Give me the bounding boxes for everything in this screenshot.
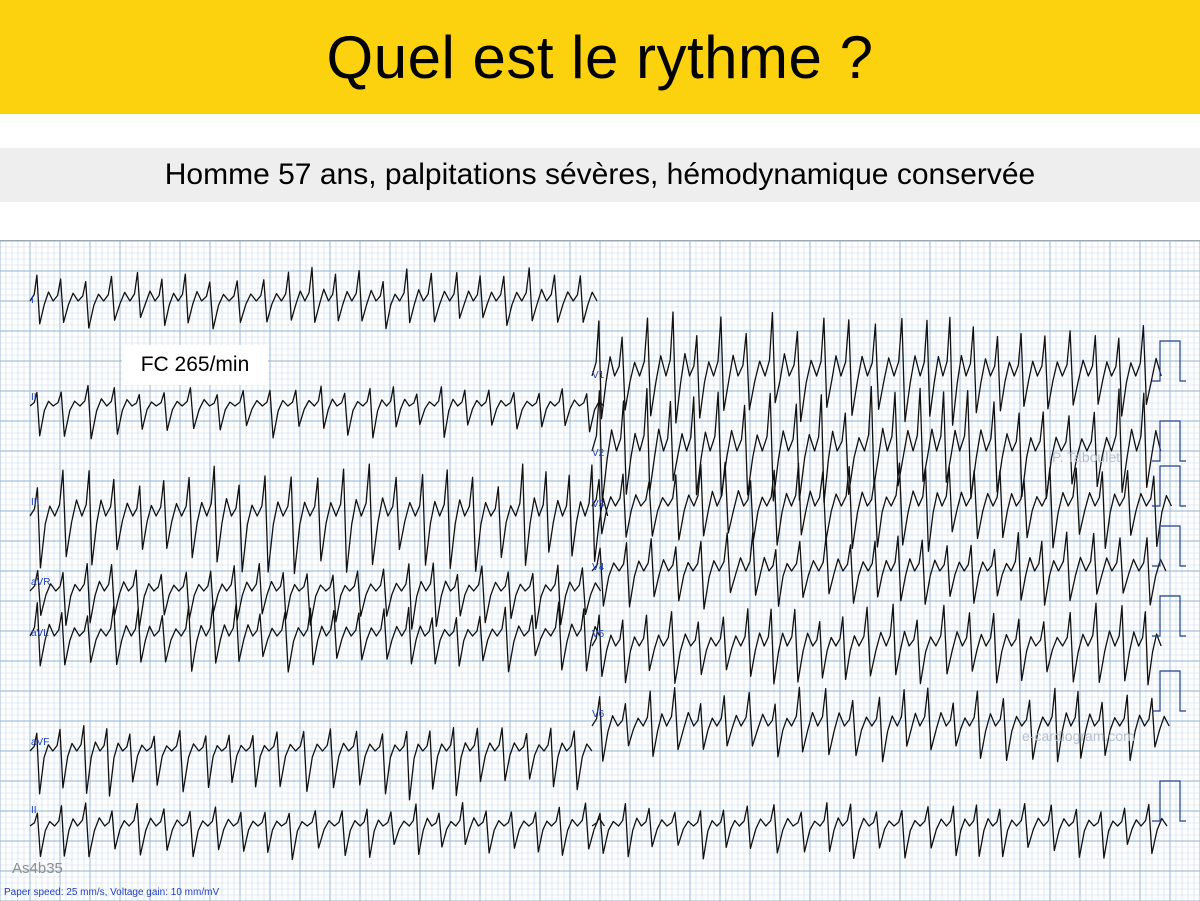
lead-label-V5: V5 (592, 629, 605, 640)
author-watermark: P. Taboulet (1052, 449, 1120, 465)
lead-label-I: I (31, 295, 34, 306)
lead-label-V4: V4 (592, 562, 605, 573)
trace-lead-II (30, 386, 604, 439)
trace-lead-V5 (592, 603, 1161, 685)
lead-label-V3: V3 (592, 499, 605, 510)
lead-label-aVR: aVR (31, 577, 51, 588)
trace-lead-V1 (592, 312, 1161, 425)
case-description: Homme 57 ans, palpitations sévères, hémodynamique conservée (164, 158, 1036, 191)
lead-label-V2: V2 (592, 448, 605, 459)
subtitle-bar (0, 148, 1200, 202)
lead-label-II-rhythm: II (31, 805, 37, 816)
title-bar (0, 0, 1200, 114)
trace-lead-I (30, 267, 597, 328)
page-title: Quel est le rythme ? (326, 23, 874, 91)
lead-label-aVF: aVF (31, 737, 50, 748)
lead-label-aVL: aVL (31, 628, 49, 639)
lead-label-V1: V1 (592, 370, 605, 381)
record-id: As4b35 (12, 860, 63, 877)
heart-rate-label: FC 265/min (122, 345, 268, 385)
lead-label-III: III (31, 497, 40, 508)
paper-speed-info: Paper speed: 25 mm/s, Voltage gain: 10 mm/mV (4, 887, 220, 898)
calibration-pulse-5 (1152, 596, 1186, 636)
lead-label-II: II (31, 392, 37, 403)
lead-label-V6: V6 (592, 709, 605, 720)
site-watermark: e-cardiogram.com (1022, 728, 1135, 744)
